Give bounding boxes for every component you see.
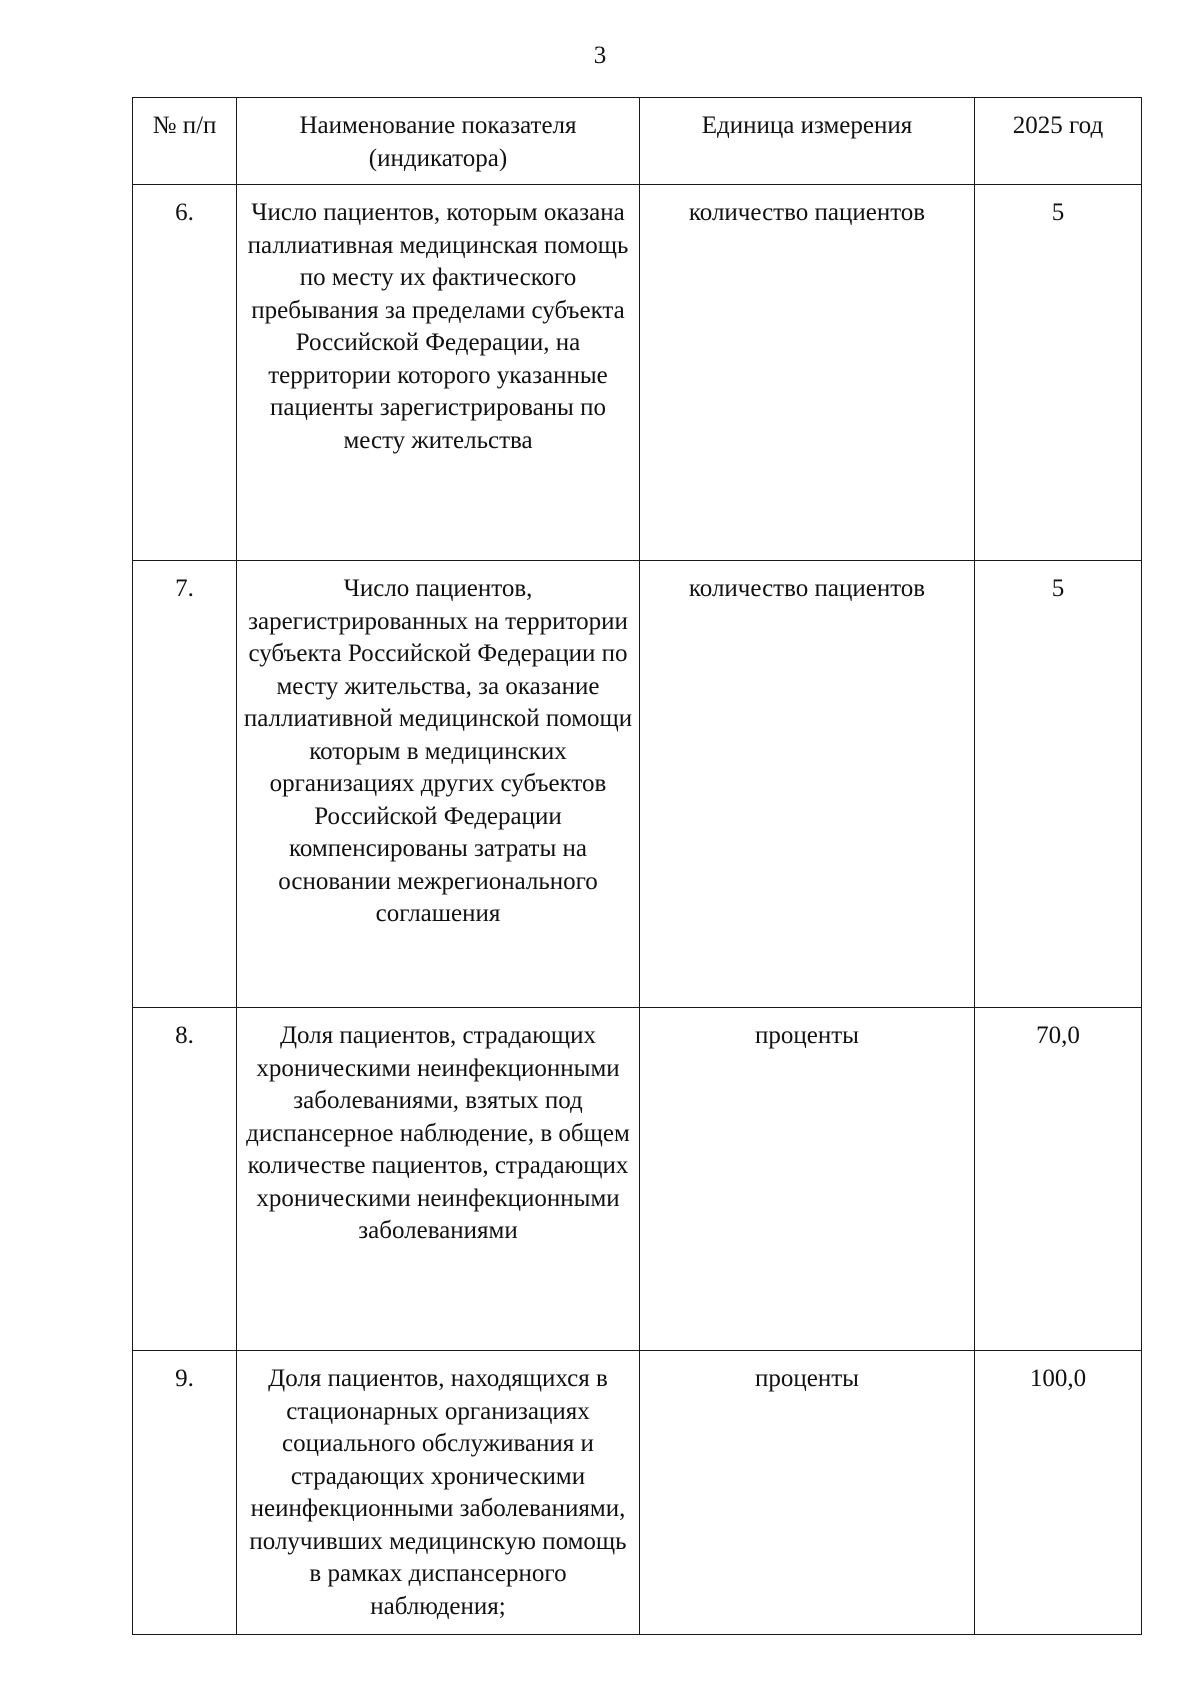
indicator-unit: количество пациентов <box>640 185 975 561</box>
indicator-name: Число пациентов, зарегистрированных на территории субъекта Российской Федерации по месту жительства, за оказание паллиативной медицинской помощи которым в медицинских организациях других субъектов Российской Федерации компенсированы затраты на основании межрегионального соглашения <box>237 561 640 1008</box>
table-header-row <box>133 98 1142 185</box>
table-row <box>133 561 1142 1008</box>
indicator-name: Доля пациентов, страдающих хроническими неинфекционными заболеваниями, взятых под диспансерное наблюдение, в общем количестве пациентов, страдающих хроническими неинфекционными заболеваниями <box>237 1008 640 1351</box>
header-unit: Единица измерения <box>640 98 975 185</box>
header-indicator-name: Наименование показателя (индикатора) <box>237 98 640 185</box>
page-number: 3 <box>593 42 607 69</box>
indicator-name: Доля пациентов, находящихся в стационарных организациях социального обслуживания и страдающих хроническими неинфекционными заболеваниями, получивших медицинскую помощь в рамках диспансерного наблюдения; <box>237 1351 640 1635</box>
indicator-value: 5 <box>975 561 1142 1008</box>
indicator-value: 70,0 <box>975 1008 1142 1351</box>
header-number: № п/п <box>133 98 237 185</box>
indicator-value: 100,0 <box>975 1351 1142 1635</box>
row-number: 8. <box>133 1008 237 1351</box>
header-year-value: 2025 год <box>975 98 1142 185</box>
indicator-unit: проценты <box>640 1008 975 1351</box>
indicators-table <box>132 97 1142 1635</box>
table-row <box>133 1008 1142 1351</box>
table-row <box>133 1351 1142 1635</box>
row-number: 6. <box>133 185 237 561</box>
indicator-unit: количество пациентов <box>640 561 975 1008</box>
indicator-name: Число пациентов, которым оказана паллиативная медицинская помощь по месту их фактического пребывания за пределами субъекта Российской Федерации, на территории которого указанные пациенты зарегистрированы по месту жительства <box>237 185 640 561</box>
row-number: 9. <box>133 1351 237 1635</box>
table-row <box>133 185 1142 561</box>
row-number: 7. <box>133 561 237 1008</box>
indicator-value: 5 <box>975 185 1142 561</box>
indicator-unit: проценты <box>640 1351 975 1635</box>
